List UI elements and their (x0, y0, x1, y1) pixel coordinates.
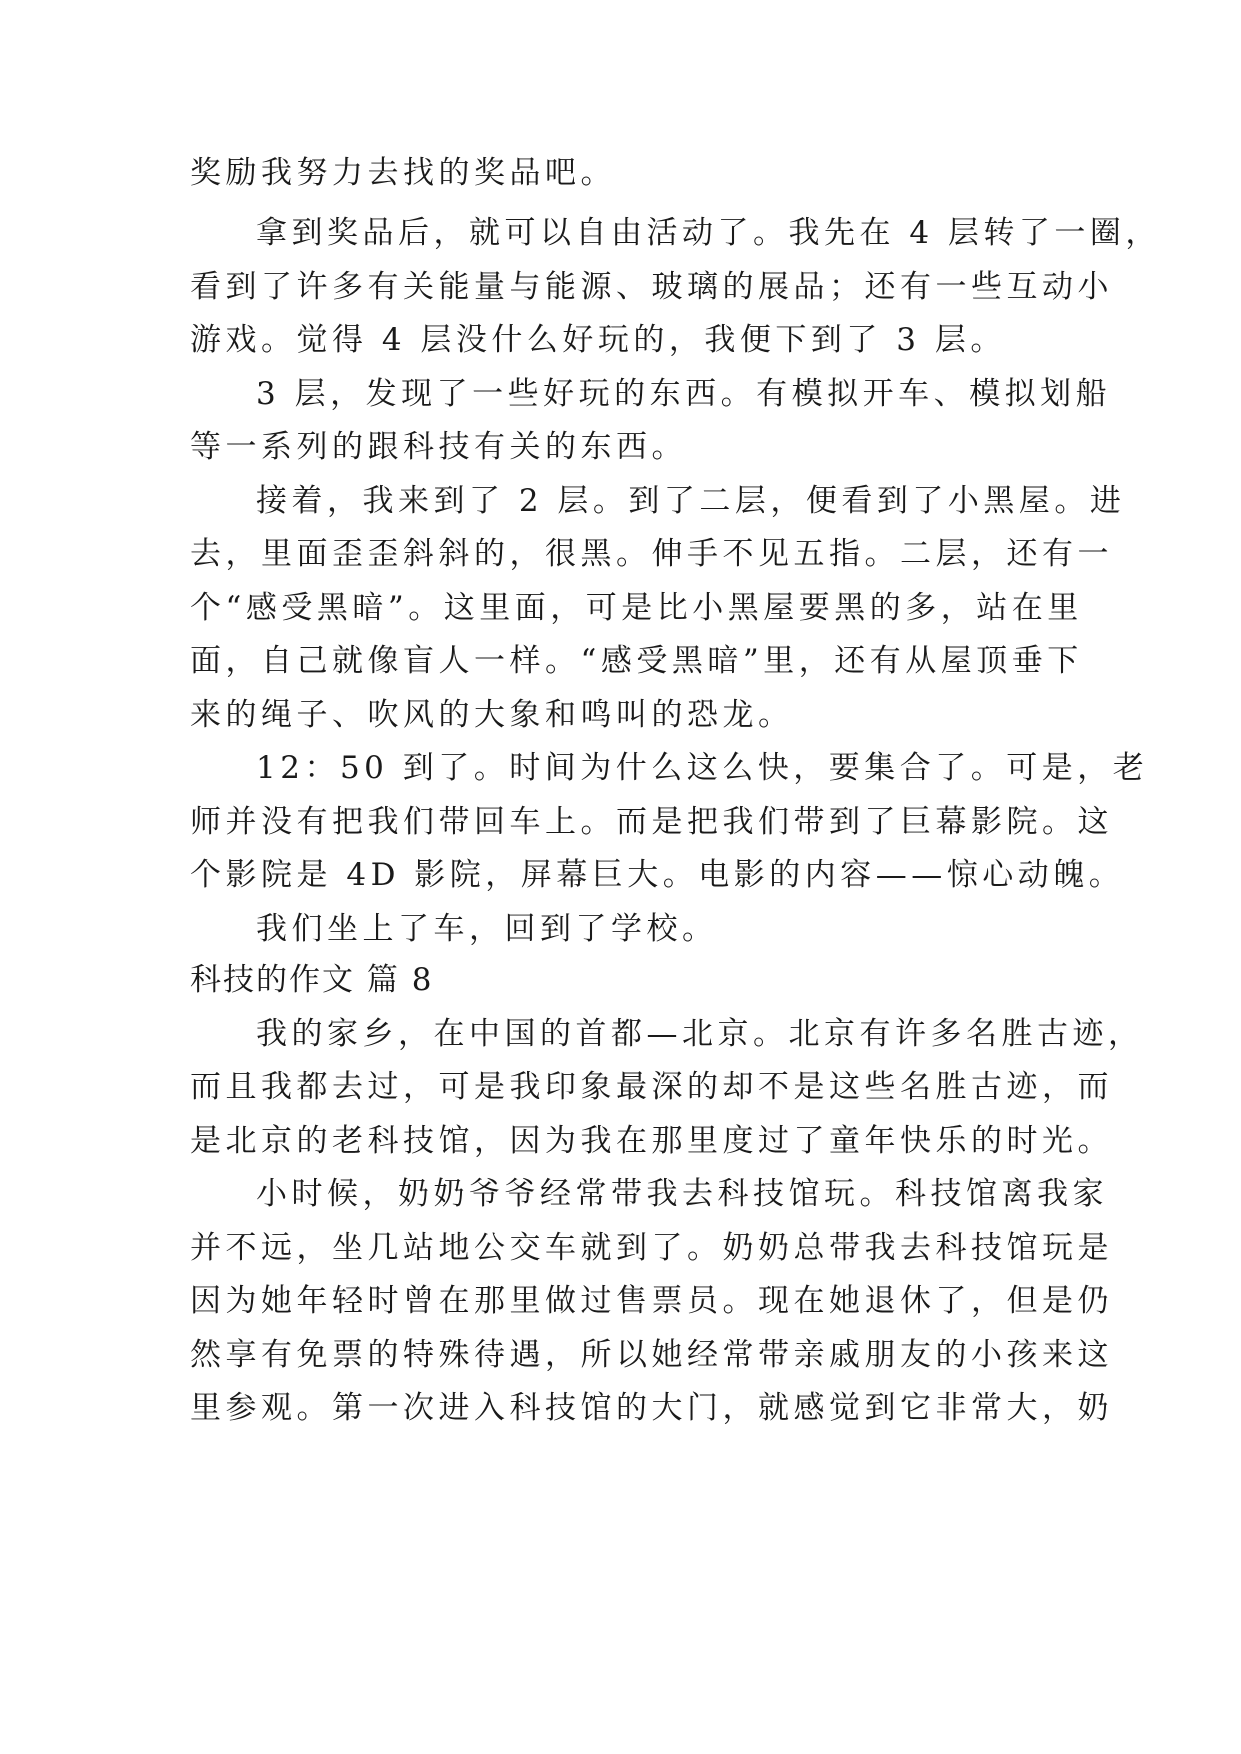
paragraph-first-line: 接着，我来到了 2 层。到了二层，便看到了小黑屋。进 (256, 483, 1126, 519)
text-line: 因为她年轻时曾在那里做过售票员。现在她退休了，但是仍 (190, 1283, 1113, 1319)
section-heading: 科技的作文 篇 8 (190, 962, 434, 998)
text-line: 去，里面歪歪斜斜的，很黑。伸手不见五指。二层，还有一 (190, 536, 1113, 572)
text-line: 并不远，坐几站地公交车就到了。奶奶总带我去科技馆玩是 (190, 1230, 1113, 1266)
paragraph-first-line: 12：50 到了。时间为什么这么快，要集合了。可是，老 (256, 750, 1149, 786)
text-line: 然享有免票的特殊待遇，所以她经常带亲戚朋友的小孩来这 (190, 1337, 1113, 1373)
text-line: 等一系列的跟科技有关的东西。 (190, 429, 687, 465)
text-line: 游戏。觉得 4 层没什么好玩的，我便下到了 3 层。 (190, 322, 1006, 358)
paragraph-first-line: 小时候，奶奶爷爷经常带我去科技馆玩。科技馆离我家 (256, 1176, 1108, 1212)
paragraph-first-line: 3 层，发现了一些好玩的东西。有模拟开车、模拟划船 (256, 376, 1112, 412)
text-line: 是北京的老科技馆，因为我在那里度过了童年快乐的时光。 (190, 1123, 1113, 1159)
paragraph-first-line: 我们坐上了车，回到了学校。 (256, 911, 718, 947)
text-line: 而且我都去过，可是我印象最深的却不是这些名胜古迹，而 (190, 1069, 1113, 1105)
text-line: 看到了许多有关能量与能源、玻璃的展品；还有一些互动小 (190, 269, 1113, 305)
text-line: 师并没有把我们带回车上。而是把我们带到了巨幕影院。这 (190, 804, 1113, 840)
text-line: 个“感受黑暗”。这里面，可是比小黑屋要黑的多，站在里 (190, 590, 1083, 626)
text-line: 面，自己就像盲人一样。“感受黑暗”里，还有从屋顶垂下 (190, 643, 1083, 679)
text-line: 里参观。第一次进入科技馆的大门，就感觉到它非常大，奶 (190, 1390, 1113, 1426)
paragraph-first-line: 我的家乡，在中国的首都—北京。北京有许多名胜古迹， (256, 1016, 1144, 1052)
text-line: 个影院是 4D 影院，屏幕巨大。电影的内容——惊心动魄。 (190, 857, 1125, 893)
text-line: 来的绳子、吹风的大象和鸣叫的恐龙。 (190, 697, 794, 733)
text-line: 奖励我努力去找的奖品吧。 (190, 155, 616, 191)
paragraph-first-line: 拿到奖品后，就可以自由活动了。我先在 4 层转了一圈， (256, 215, 1161, 251)
